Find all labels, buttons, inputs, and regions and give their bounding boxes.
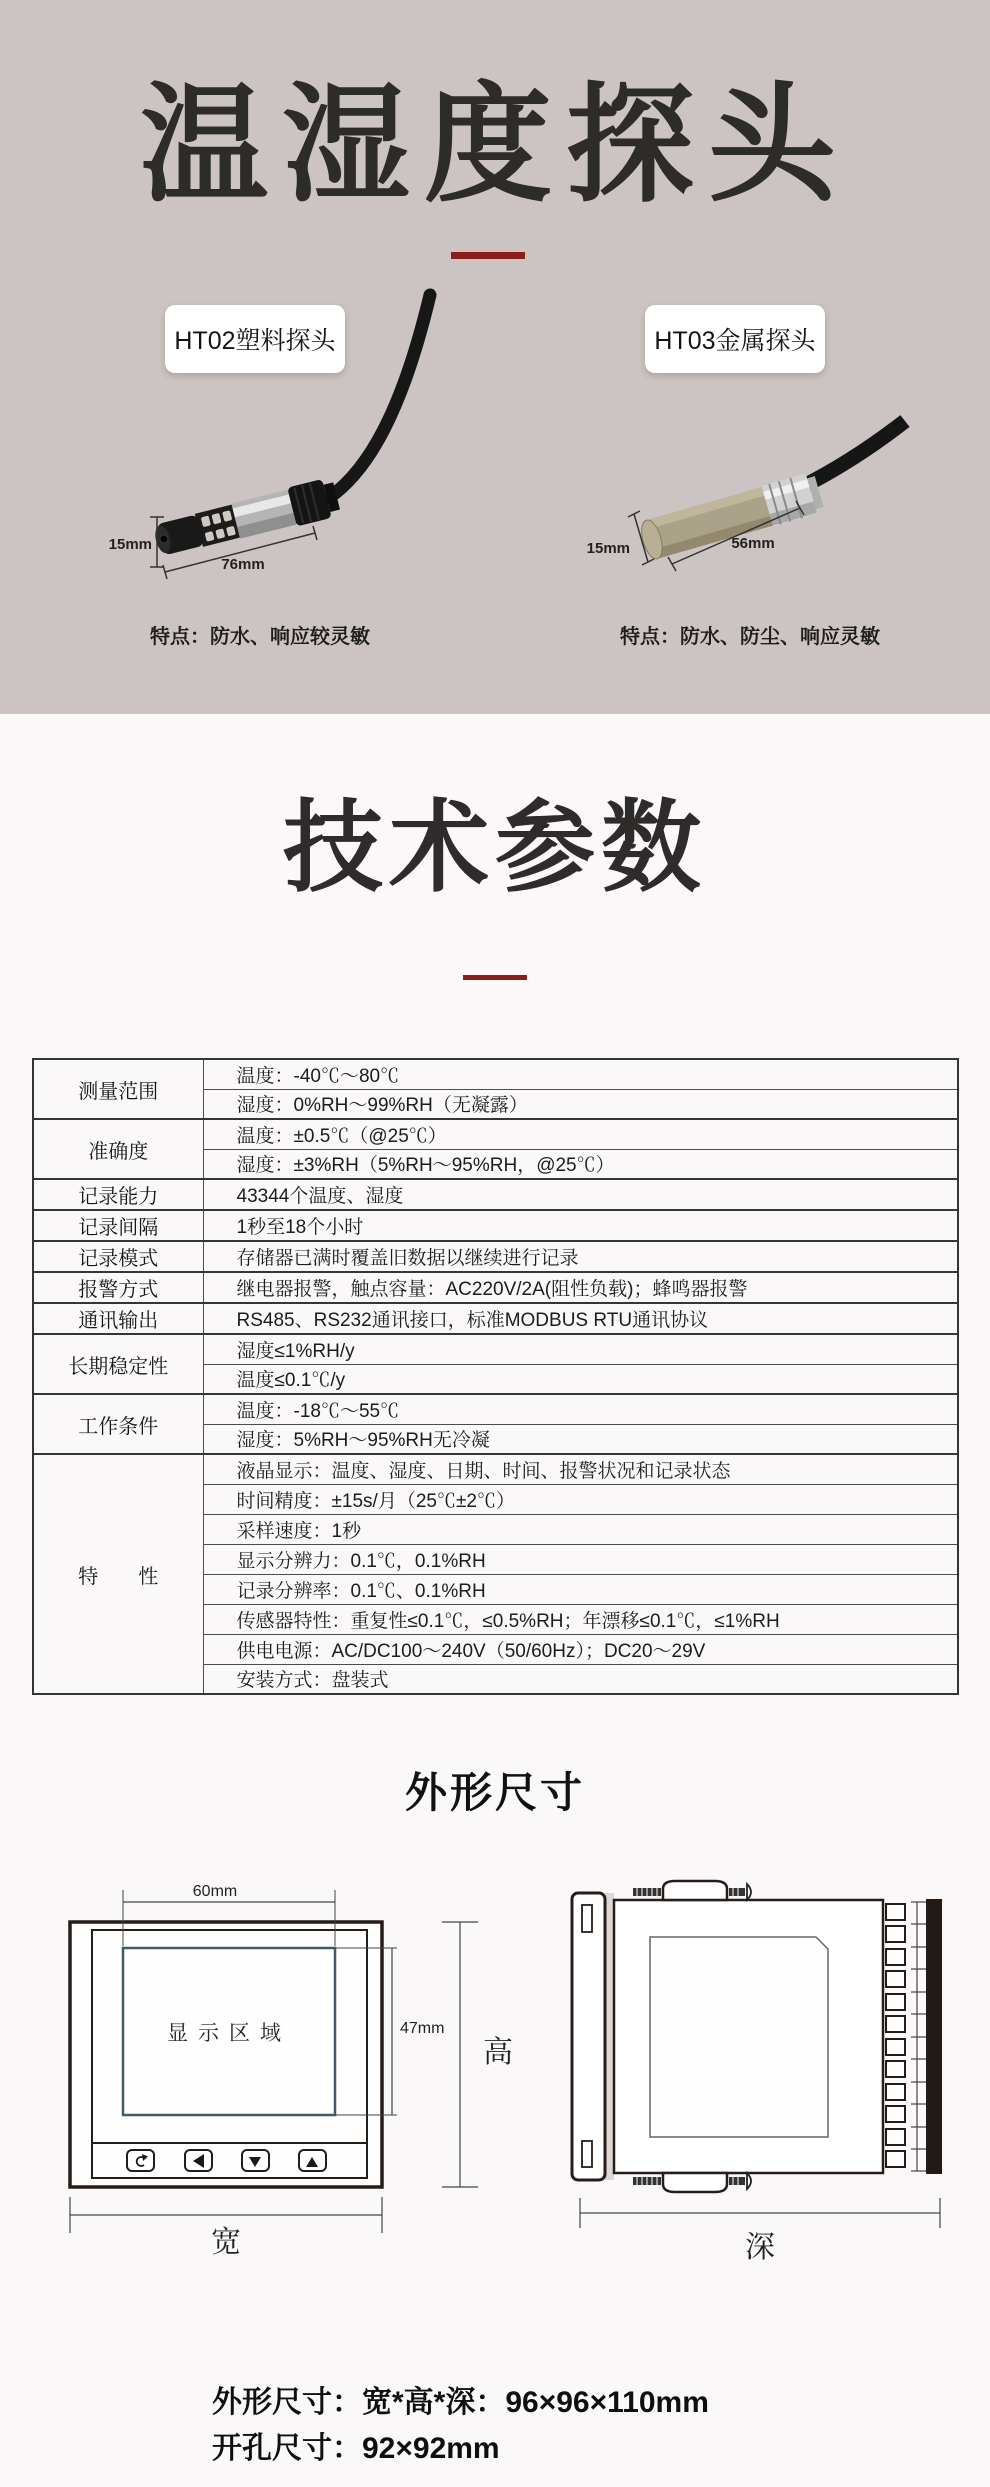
depth-label: 深 xyxy=(745,2231,775,2264)
spec-row xyxy=(33,1059,958,1089)
spec-group-label: 记录间隔 xyxy=(33,1210,203,1241)
spec-group-label: 测量范围 xyxy=(33,1059,203,1119)
dim-label-60mm: 60mm xyxy=(192,1883,238,1900)
probe-cable xyxy=(802,421,905,487)
spec-group-label: 报警方式 xyxy=(33,1272,203,1303)
spec-value-cell: RS485、RS232通讯接口，标准MODBUS RTU通讯协议 xyxy=(203,1303,958,1334)
dimensions-section-title: 外形尺寸 xyxy=(404,1769,585,1816)
note-cutout-size: 开孔尺寸：92×92mm xyxy=(212,2432,500,2465)
spec-group-label: 通讯输出 xyxy=(33,1303,203,1334)
spec-row xyxy=(33,1241,958,1272)
spec-value-cell: 安装方式：盘装式 xyxy=(203,1664,958,1694)
spec-group-label: 工作条件 xyxy=(33,1394,203,1454)
terminal-block xyxy=(886,1899,942,2174)
spec-row xyxy=(33,1303,958,1334)
width-label: 宽 xyxy=(211,2226,241,2259)
spec-value-cell: 供电电源：AC/DC100～240V（50/60Hz）；DC20～29V xyxy=(203,1634,958,1664)
spec-value-cell: 湿度：±3%RH（5%RH～95%RH，@25℃） xyxy=(203,1149,958,1179)
top-mount-clamp xyxy=(663,1881,727,1900)
probe-ht02-illustration xyxy=(80,270,460,600)
spec-group-label: 长期稳定性 xyxy=(33,1334,203,1394)
spec-row xyxy=(33,1272,958,1303)
dim-label-76mm: 76mm xyxy=(221,556,265,573)
spec-value-cell: 湿度≤1%RH/y xyxy=(203,1334,958,1364)
probe-ht03-illustration xyxy=(560,280,960,600)
hero-section xyxy=(0,0,990,714)
front-bezel xyxy=(572,1893,605,2180)
bottom-mount-clamp xyxy=(663,2173,727,2192)
spec-group-label: 记录能力 xyxy=(33,1179,203,1210)
title-underline-dash xyxy=(451,252,525,259)
spec-value-cell: 时间精度：±15s/月（25℃±2℃） xyxy=(203,1484,958,1514)
dim-label-56mm: 56mm xyxy=(731,535,775,552)
spec-group-label: 记录模式 xyxy=(33,1241,203,1272)
note-overall-size: 外形尺寸：宽*高*深：96×96×110mm xyxy=(212,2386,709,2419)
spec-value-cell: 温度：-18℃～55℃ xyxy=(203,1394,958,1424)
specs-underline-dash xyxy=(463,975,527,980)
spec-value-cell: 温度：-40℃～80℃ xyxy=(203,1059,958,1089)
spec-value-cell: 湿度：0%RH～99%RH（无凝露） xyxy=(203,1089,958,1119)
features-ht03: 特点：防水、防尘、响应灵敏 xyxy=(620,626,880,648)
spec-row xyxy=(33,1454,958,1484)
side-view-drawing xyxy=(555,1875,975,2270)
spec-row xyxy=(33,1179,958,1210)
dim-label-15mm: 15mm xyxy=(108,536,152,553)
bottom-screw-head xyxy=(747,2173,751,2189)
dim-label-47mm: 47mm xyxy=(400,2020,445,2037)
spec-value-cell: 43344个温度、湿度 xyxy=(203,1179,958,1210)
spec-value-cell: 显示分辨力：0.1℃，0.1%RH xyxy=(203,1544,958,1574)
features-ht02: 特点：防水、响应较灵敏 xyxy=(150,626,370,648)
display-area-label: 显示区域 xyxy=(167,2021,291,2045)
page-title: 温湿度探头 xyxy=(139,74,850,217)
body-inner-panel xyxy=(650,1937,828,2137)
spec-row xyxy=(33,1119,958,1149)
spec-value-cell: 温度≤0.1℃/y xyxy=(203,1364,958,1394)
specs-table-body xyxy=(33,1059,958,1694)
spec-group-label: 特 性 xyxy=(33,1454,203,1694)
top-screw-head xyxy=(747,1884,751,1900)
spec-row xyxy=(33,1334,958,1364)
probe-body xyxy=(151,477,341,561)
dim-label-15mm: 15mm xyxy=(586,540,630,557)
spec-value-cell: 继电器报警，触点容量：AC220V/2A(阻性负载)；蜂鸣器报警 xyxy=(203,1272,958,1303)
spec-value-cell: 湿度：5%RH～95%RH无冷凝 xyxy=(203,1424,958,1454)
spec-value-cell: 温度：±0.5℃（@25℃） xyxy=(203,1119,958,1149)
front-view-drawing xyxy=(45,1880,515,2275)
spec-group-label: 准确度 xyxy=(33,1119,203,1179)
button-reset xyxy=(127,2150,154,2171)
spec-value-cell: 1秒至18个小时 xyxy=(203,1210,958,1241)
specs-section-title: 技术参数 xyxy=(283,792,707,904)
spec-row xyxy=(33,1394,958,1424)
spec-value-cell: 传感器特性：重复性≤0.1℃，≤0.5%RH；年漂移≤0.1℃，≤1%RH xyxy=(203,1604,958,1634)
terminal-cover-bar xyxy=(926,1899,942,2174)
height-label: 高 xyxy=(483,2036,513,2069)
specs-table xyxy=(32,1058,959,1695)
spec-value-cell: 记录分辨率：0.1℃、0.1%RH xyxy=(203,1574,958,1604)
spec-value-cell: 液晶显示：温度、湿度、日期、时间、报警状况和记录状态 xyxy=(203,1454,958,1484)
dimension-notes xyxy=(212,2380,709,2472)
spec-value-cell: 采样速度：1秒 xyxy=(203,1514,958,1544)
product-label-ht03-text: HT03金属探头 xyxy=(654,327,816,355)
spec-row xyxy=(33,1210,958,1241)
product-label-ht02-text: HT02塑料探头 xyxy=(174,327,336,355)
spec-value-cell: 存储器已满时覆盖旧数据以继续进行记录 xyxy=(203,1241,958,1272)
probe-cable xyxy=(330,295,430,497)
